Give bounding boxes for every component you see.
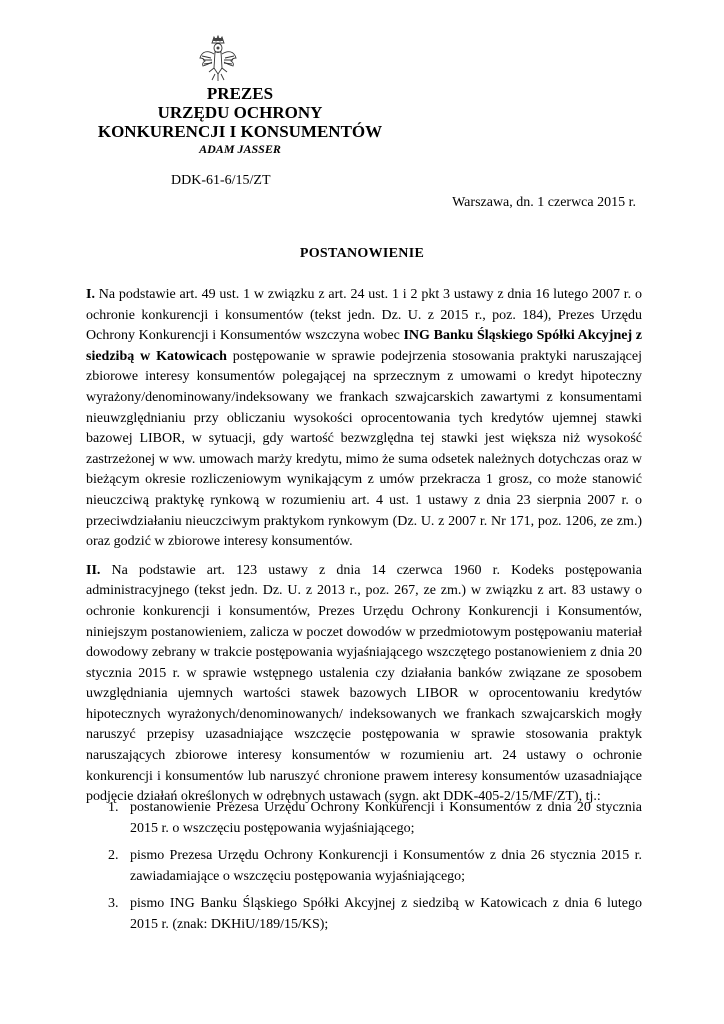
header-title-line-1: PREZES: [206, 84, 274, 103]
list-item-number: 1.: [108, 800, 119, 815]
case-signature: DDK-61-6/15/ZT: [171, 173, 271, 188]
list-item: [86, 798, 642, 839]
section-2-text: Na podstawie art. 123 ustawy z dnia 14 czerwca 1960 r. Kodeks postępowania administracyjnego (tekst jedn. Dz. U. z 2013 r., poz. 267, ze zm.) w związku z art. 83 ustawy o ochronie konkurencji i konsumentów, Prezes Urzędu Ochrony Konkurencji i Konsumentów, niniejszym postanowieniem, zalicza w poczet dowodów w przedmiotowym postępowaniu materiał dowodowy zebrany w trakcie postępowania wyjaśniającego wszczętego postanowieniem z dnia 20 stycznia 2015 r. w sprawie wstępnego ustalenia czy działania banków związane ze sposobem uwzględniania ujemnych wartości stawek bazowych LIBOR w oprocentowaniu kredytów hipotecznych wyrażonych/denominowanych/ indeksowanych we frankach szwajcarskich mogły naruszyć przepisy uzasadniające wszczęcie postępowania w sprawie stosowania praktyk naruszających zbiorowe interesy konsumentów w rozumieniu art. 24 ustawy o ochronie konkurencji i konsumentów lub naruszyć chronione prawem interesy konsumentów uzasadniające podjęcie działań określonych w odrębnych ustawach (sygn. akt DDK-405-2/15/MF/ZT), tj.:: [86, 562, 642, 805]
section-2-number: II.: [86, 562, 101, 578]
document-body: [86, 285, 642, 816]
document-date: Warszawa, dn. 1 czerwca 2015 r.: [452, 195, 636, 210]
evidence-list: [86, 798, 642, 943]
header-title-line-2: URZĘDU OCHRONY: [157, 103, 323, 122]
list-item-number: 2.: [108, 848, 119, 864]
section-2-paragraph: [86, 561, 642, 808]
list-item: [86, 846, 642, 887]
section-1-text-before: Na podstawie art. 49 ust. 1 w związku z art. 24 ust. 1 i 2 pkt 3 ustawy z dnia 16 lutego 2007 r. o ochronie konkurencji i konsumentów (tekst jedn. Dz. U. z 2015 r., poz. 184), Prezes Urzędu Ochrony Konkurencji i Konsumentów wszczyna wobec: [86, 287, 642, 344]
section-1-bold-party: ING Banku Śląskiego Spółki Akcyjnej z siedzibą w Katowicach: [86, 328, 642, 364]
list-item-text: postanowienie Prezesa Urzędu Ochrony Konkurencji i Konsumentów z dnia 20 stycznia 2015 r. o wszczęciu postępowania wyjaśniającego;: [130, 800, 642, 836]
list-item-text: pismo Prezesa Urzędu Ochrony Konkurencji i Konsumentów z dnia 26 stycznia 2015 r. zawiadamiające o wszczęciu postępowania wyjaśniającego;: [130, 848, 642, 884]
header-person-name: ADAM JASSER: [199, 142, 281, 156]
polish-eagle-emblem-icon: [198, 34, 238, 82]
document-title: POSTANOWIENIE: [299, 246, 425, 261]
list-item: [86, 894, 642, 935]
section-1-number: I.: [86, 287, 95, 302]
section-1-text-after: postępowanie w sprawie podejrzenia stosowania praktyki naruszającej zbiorowe interesy konsumentów polegającej na sprzecznym z umowami o kredyt hipoteczny wyrażony/denominowany/indeksowany we frankach szwajcarskich zawartymi z konsumentami nieuwzględnianiu przy obliczaniu wysokości oprocentowania tych kredytów ujemnej stawki bazowej LIBOR, w sytuacji, gdy wartość bezwzględna tej stawki jest większa niż wysokość zastrzeżonej w ww. umowach marży kredytu, mimo że suma odsetek należnych dotychczas oraz w bieżącym okresie rozliczeniowym wynikającym z umów przekracza 1 grosz, co może stanowić nieuczciwą praktykę rynkową w rozumieniu art. 4 ust. 1 ustawy z dnia 23 sierpnia 2007 r. o przeciwdziałaniu nieuczciwym praktykom rynkowym (Dz. U. z 2007 r. Nr 171, poz. 1206, ze zm.) oraz godzić w zbiorowe interesy konsumentów.: [86, 348, 643, 550]
section-1-paragraph: [86, 285, 642, 553]
list-item-text: pismo ING Banku Śląskiego Spółki Akcyjnej z siedzibą w Katowicach z dnia 6 lutego 2015 r. (znak: DKHiU/189/15/KS);: [130, 896, 642, 932]
list-item-number: 3.: [108, 896, 119, 912]
header-title-line-3: KONKURENCJI I KONSUMENTÓW: [97, 122, 383, 141]
